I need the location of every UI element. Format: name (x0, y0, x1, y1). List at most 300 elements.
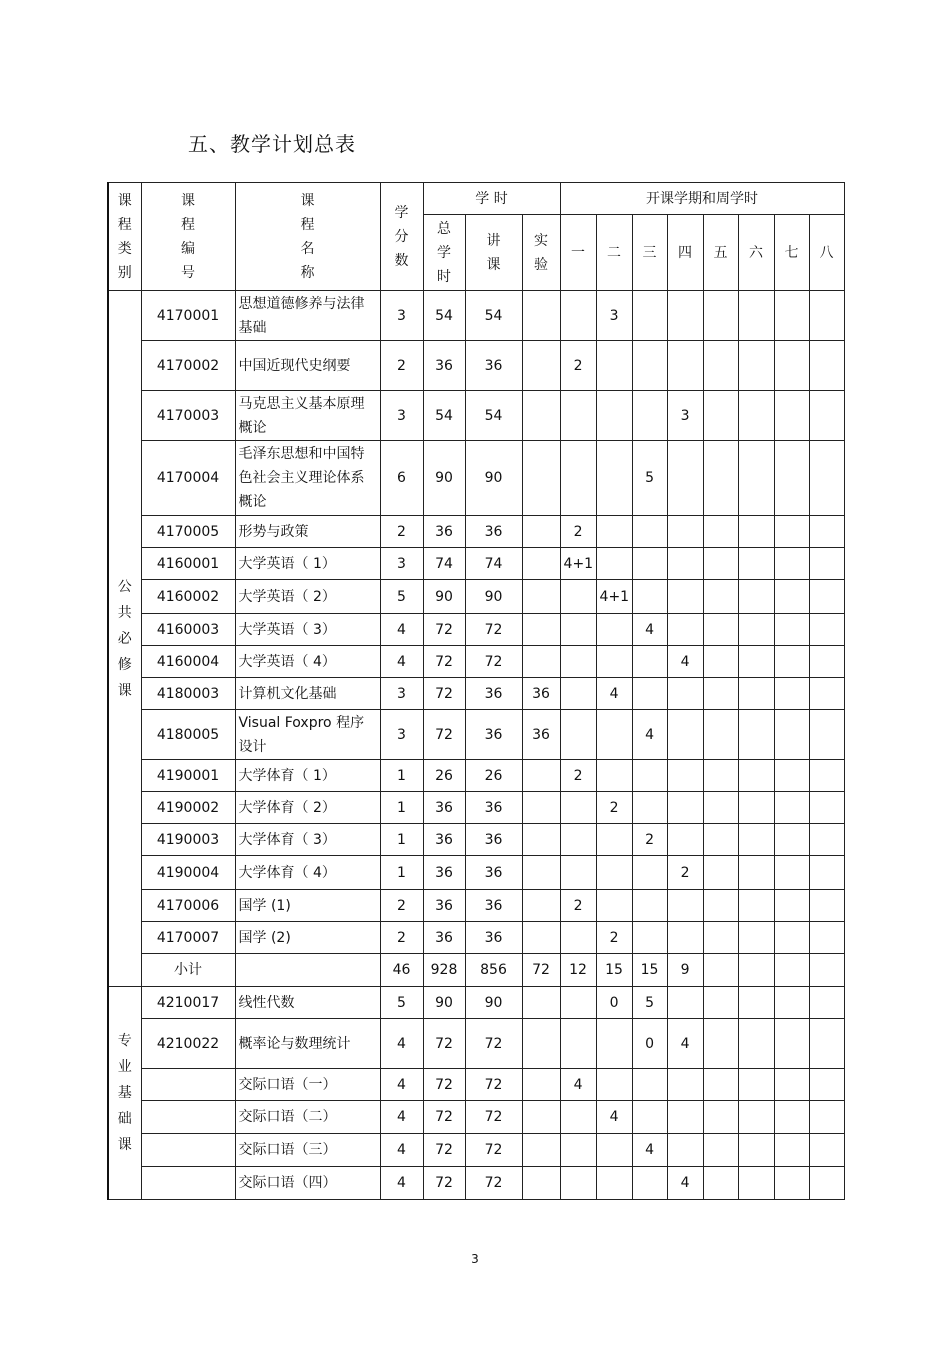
semester-7-hours (774, 1069, 809, 1101)
lab-hours (522, 987, 560, 1019)
lab-hours (522, 890, 560, 922)
semester-2-hours (596, 710, 632, 760)
course-code: 4190003 (141, 824, 235, 856)
semester-5-hours (703, 646, 738, 678)
credits: 6 (380, 441, 423, 516)
lecture-hours: 72 (465, 1019, 522, 1069)
credits: 4 (380, 614, 423, 646)
header-semester-5: 五 (703, 215, 738, 291)
table-row (108, 922, 844, 954)
header-hours: 学 时 (423, 183, 560, 215)
total-hours: 90 (423, 987, 465, 1019)
lecture-hours: 72 (465, 1134, 522, 1167)
course-code: 4180003 (141, 678, 235, 710)
course-code: 4170005 (141, 516, 235, 548)
semester-4-hours (667, 824, 703, 856)
lab-hours (522, 922, 560, 954)
semester-6-hours (738, 922, 774, 954)
table-row (108, 824, 844, 856)
semester-4-hours: 4 (667, 646, 703, 678)
course-name: 大学英语（ 2） (235, 580, 380, 614)
table-row (108, 614, 844, 646)
subtotal-semester-1: 12 (560, 954, 596, 987)
semester-1-hours (560, 391, 596, 441)
semester-6-hours (738, 824, 774, 856)
table-row (108, 391, 844, 441)
semester-3-hours (632, 792, 667, 824)
course-name: 中国近现代史纲要 (235, 341, 380, 391)
semester-3-hours (632, 1167, 667, 1200)
header-code-label: 课程编号 (181, 192, 195, 281)
semester-2-hours: 0 (596, 987, 632, 1019)
course-name: Visual Foxpro 程序设计 (235, 710, 380, 760)
semester-5-hours (703, 824, 738, 856)
lab-hours (522, 614, 560, 646)
semester-6-hours (738, 792, 774, 824)
semester-8-hours (809, 341, 844, 391)
lab-hours (522, 1134, 560, 1167)
header-lecture (465, 215, 522, 291)
lab-hours (522, 548, 560, 580)
teaching-plan-table (107, 182, 845, 1200)
lab-hours (522, 792, 560, 824)
semester-2-hours (596, 646, 632, 678)
semester-7-hours (774, 678, 809, 710)
semester-6-hours (738, 1069, 774, 1101)
semester-8-hours (809, 516, 844, 548)
total-hours: 36 (423, 516, 465, 548)
page-number: 3 (471, 1252, 479, 1266)
semester-8-hours (809, 1134, 844, 1167)
semester-6-hours (738, 1134, 774, 1167)
semester-7-hours (774, 824, 809, 856)
table-row (108, 291, 844, 341)
subtotal-semester-8 (809, 954, 844, 987)
semester-4-hours (667, 580, 703, 614)
semester-7-hours (774, 856, 809, 890)
credits: 1 (380, 824, 423, 856)
semester-4-hours (667, 678, 703, 710)
semester-8-hours (809, 548, 844, 580)
category-cell (108, 291, 141, 987)
semester-5-hours (703, 922, 738, 954)
header-semester-7: 七 (774, 215, 809, 291)
header-lab-label: 实验 (534, 232, 549, 273)
semester-2-hours: 3 (596, 291, 632, 341)
semester-1-hours (560, 824, 596, 856)
category-label: 公共必修课 (117, 578, 132, 699)
course-name: 大学英语（ 3） (235, 614, 380, 646)
credits: 2 (380, 516, 423, 548)
semester-4-hours: 2 (667, 856, 703, 890)
total-hours: 72 (423, 678, 465, 710)
semester-8-hours (809, 580, 844, 614)
credits: 4 (380, 646, 423, 678)
semester-1-hours (560, 646, 596, 678)
semester-2-hours (596, 890, 632, 922)
lecture-hours: 36 (465, 678, 522, 710)
semester-7-hours (774, 710, 809, 760)
total-hours: 72 (423, 614, 465, 646)
course-code (141, 1134, 235, 1167)
semester-5-hours (703, 614, 738, 646)
semester-2-hours (596, 1019, 632, 1069)
semester-4-hours (667, 987, 703, 1019)
semester-8-hours (809, 987, 844, 1019)
semester-3-hours (632, 291, 667, 341)
semester-1-hours: 2 (560, 890, 596, 922)
semester-4-hours (667, 441, 703, 516)
subtotal-semester-5 (703, 954, 738, 987)
table-row (108, 516, 844, 548)
course-name: 国学 (1) (235, 890, 380, 922)
header-semester-2: 二 (596, 215, 632, 291)
semester-2-hours: 2 (596, 792, 632, 824)
semester-7-hours (774, 987, 809, 1019)
semester-8-hours (809, 441, 844, 516)
semester-7-hours (774, 1101, 809, 1134)
semester-1-hours: 4 (560, 1069, 596, 1101)
lab-hours (522, 646, 560, 678)
semester-8-hours (809, 710, 844, 760)
semester-5-hours (703, 1069, 738, 1101)
header-total-hours-label: 总学时 (437, 220, 451, 285)
total-hours: 36 (423, 856, 465, 890)
total-hours: 72 (423, 1167, 465, 1200)
semester-1-hours (560, 710, 596, 760)
semester-5-hours (703, 291, 738, 341)
semester-5-hours (703, 1019, 738, 1069)
subtotal-semester-3: 15 (632, 954, 667, 987)
semester-4-hours (667, 516, 703, 548)
course-code: 4160004 (141, 646, 235, 678)
course-code: 4160003 (141, 614, 235, 646)
subtotal-semester-6 (738, 954, 774, 987)
lecture-hours: 90 (465, 580, 522, 614)
header-code (141, 183, 235, 291)
table-row (108, 1019, 844, 1069)
semester-6-hours (738, 580, 774, 614)
lab-hours (522, 1167, 560, 1200)
credits: 1 (380, 792, 423, 824)
subtotal-name-cell (235, 954, 380, 987)
table-row (108, 1101, 844, 1134)
credits: 5 (380, 580, 423, 614)
semester-4-hours (667, 341, 703, 391)
course-name: 马克思主义基本原理概论 (235, 391, 380, 441)
subtotal-credits: 46 (380, 954, 423, 987)
lab-hours (522, 291, 560, 341)
total-hours: 90 (423, 441, 465, 516)
credits: 4 (380, 1019, 423, 1069)
table-row (108, 341, 844, 391)
semester-1-hours (560, 614, 596, 646)
course-code: 4170007 (141, 922, 235, 954)
course-name: 计算机文化基础 (235, 678, 380, 710)
semester-7-hours (774, 646, 809, 678)
semester-2-hours: 4 (596, 678, 632, 710)
semester-1-hours: 2 (560, 760, 596, 792)
semester-6-hours (738, 760, 774, 792)
lecture-hours: 36 (465, 341, 522, 391)
total-hours: 90 (423, 580, 465, 614)
semester-6-hours (738, 646, 774, 678)
semester-5-hours (703, 710, 738, 760)
total-hours: 54 (423, 391, 465, 441)
subtotal-row (108, 954, 844, 987)
semester-8-hours (809, 1167, 844, 1200)
credits: 3 (380, 548, 423, 580)
course-name: 大学体育（ 2） (235, 792, 380, 824)
lecture-hours: 72 (465, 1069, 522, 1101)
semester-1-hours (560, 1134, 596, 1167)
semester-7-hours (774, 760, 809, 792)
header-category-label: 课程类别 (117, 192, 132, 281)
header-credits-label: 学分数 (394, 204, 409, 269)
semester-4-hours (667, 1134, 703, 1167)
course-code: 4180005 (141, 710, 235, 760)
semester-5-hours (703, 580, 738, 614)
semester-3-hours: 4 (632, 1134, 667, 1167)
semester-8-hours (809, 646, 844, 678)
semester-1-hours (560, 441, 596, 516)
semester-5-hours (703, 441, 738, 516)
table-row (108, 856, 844, 890)
semester-3-hours (632, 341, 667, 391)
semester-8-hours (809, 824, 844, 856)
semester-8-hours (809, 1101, 844, 1134)
header-category (108, 183, 141, 291)
semester-2-hours: 4 (596, 1101, 632, 1134)
credits: 2 (380, 890, 423, 922)
semester-4-hours (667, 614, 703, 646)
subtotal-semester-2: 15 (596, 954, 632, 987)
semester-7-hours (774, 341, 809, 391)
lecture-hours: 54 (465, 291, 522, 341)
semester-4-hours: 4 (667, 1167, 703, 1200)
subtotal-lecture-hours: 856 (465, 954, 522, 987)
credits: 4 (380, 1101, 423, 1134)
lecture-hours: 72 (465, 614, 522, 646)
course-name: 线性代数 (235, 987, 380, 1019)
semester-3-hours: 5 (632, 987, 667, 1019)
semester-7-hours (774, 441, 809, 516)
course-code (141, 1069, 235, 1101)
total-hours: 36 (423, 824, 465, 856)
lecture-hours: 36 (465, 890, 522, 922)
semester-1-hours (560, 1101, 596, 1134)
table-row (108, 987, 844, 1019)
table-row (108, 441, 844, 516)
header-name (235, 183, 380, 291)
table-row (108, 1134, 844, 1167)
semester-7-hours (774, 1134, 809, 1167)
category-label: 专业基础课 (117, 1033, 132, 1153)
semester-4-hours (667, 760, 703, 792)
semester-6-hours (738, 291, 774, 341)
course-code (141, 1167, 235, 1200)
semester-1-hours (560, 856, 596, 890)
course-name: 思想道德修养与法律基础 (235, 291, 380, 341)
lecture-hours: 36 (465, 516, 522, 548)
course-name: 大学体育（ 4） (235, 856, 380, 890)
table-row (108, 678, 844, 710)
semester-8-hours (809, 922, 844, 954)
semester-5-hours (703, 1167, 738, 1200)
semester-5-hours (703, 760, 738, 792)
table-row (108, 890, 844, 922)
semester-4-hours (667, 792, 703, 824)
category-cell (108, 987, 141, 1200)
semester-1-hours: 2 (560, 341, 596, 391)
semester-1-hours (560, 678, 596, 710)
table-row (108, 792, 844, 824)
semester-4-hours (667, 1069, 703, 1101)
total-hours: 72 (423, 1101, 465, 1134)
total-hours: 36 (423, 922, 465, 954)
lecture-hours: 72 (465, 1167, 522, 1200)
semester-4-hours (667, 922, 703, 954)
course-name: 交际口语（一） (235, 1069, 380, 1101)
subtotal-semester-4: 9 (667, 954, 703, 987)
lab-hours (522, 1101, 560, 1134)
semester-2-hours (596, 856, 632, 890)
semester-4-hours (667, 890, 703, 922)
semester-2-hours (596, 516, 632, 548)
table-row (108, 580, 844, 614)
semester-6-hours (738, 614, 774, 646)
semester-8-hours (809, 678, 844, 710)
semester-8-hours (809, 856, 844, 890)
lab-hours: 36 (522, 710, 560, 760)
semester-4-hours (667, 1101, 703, 1134)
semester-2-hours (596, 441, 632, 516)
semester-7-hours (774, 890, 809, 922)
course-code: 4160002 (141, 580, 235, 614)
semester-1-hours: 2 (560, 516, 596, 548)
course-code: 4210022 (141, 1019, 235, 1069)
semester-6-hours (738, 710, 774, 760)
total-hours: 72 (423, 646, 465, 678)
credits: 4 (380, 1167, 423, 1200)
course-code: 4190002 (141, 792, 235, 824)
semester-1-hours (560, 987, 596, 1019)
header-name-label: 课程名称 (300, 192, 315, 281)
semester-4-hours (667, 291, 703, 341)
semester-2-hours (596, 1167, 632, 1200)
lecture-hours: 36 (465, 922, 522, 954)
course-code: 4210017 (141, 987, 235, 1019)
semester-7-hours (774, 1019, 809, 1069)
header-semester-4: 四 (667, 215, 703, 291)
semester-2-hours (596, 1069, 632, 1101)
semester-3-hours (632, 1069, 667, 1101)
lab-hours (522, 824, 560, 856)
semester-1-hours: 4+1 (560, 548, 596, 580)
semester-2-hours: 4+1 (596, 580, 632, 614)
course-name: 概率论与数理统计 (235, 1019, 380, 1069)
course-name: 交际口语（三） (235, 1134, 380, 1167)
semester-3-hours: 0 (632, 1019, 667, 1069)
semester-4-hours: 3 (667, 391, 703, 441)
semester-8-hours (809, 614, 844, 646)
semester-4-hours (667, 710, 703, 760)
table-row (108, 760, 844, 792)
lecture-hours: 26 (465, 760, 522, 792)
lab-hours (522, 341, 560, 391)
total-hours: 72 (423, 710, 465, 760)
lab-hours (522, 760, 560, 792)
semester-3-hours (632, 922, 667, 954)
lab-hours (522, 1069, 560, 1101)
course-name: 大学英语（ 1） (235, 548, 380, 580)
lab-hours (522, 391, 560, 441)
semester-1-hours (560, 792, 596, 824)
header-credits (380, 183, 423, 291)
lecture-hours: 72 (465, 1101, 522, 1134)
lecture-hours: 36 (465, 856, 522, 890)
lecture-hours: 74 (465, 548, 522, 580)
course-name: 国学 (2) (235, 922, 380, 954)
credits: 1 (380, 760, 423, 792)
credits: 3 (380, 391, 423, 441)
semester-7-hours (774, 291, 809, 341)
semester-3-hours: 2 (632, 824, 667, 856)
table-row (108, 710, 844, 760)
semester-6-hours (738, 548, 774, 580)
table-row (108, 548, 844, 580)
total-hours: 72 (423, 1019, 465, 1069)
semester-5-hours (703, 678, 738, 710)
semester-3-hours (632, 1101, 667, 1134)
total-hours: 72 (423, 1134, 465, 1167)
total-hours: 74 (423, 548, 465, 580)
credits: 3 (380, 710, 423, 760)
page-title: 五、教学计划总表 (188, 132, 356, 156)
semester-2-hours (596, 1134, 632, 1167)
semester-2-hours (596, 614, 632, 646)
semester-7-hours (774, 516, 809, 548)
lecture-hours: 36 (465, 792, 522, 824)
semester-5-hours (703, 516, 738, 548)
header-lab (522, 215, 560, 291)
semester-2-hours (596, 548, 632, 580)
course-name: 形势与政策 (235, 516, 380, 548)
semester-8-hours (809, 792, 844, 824)
semester-3-hours (632, 516, 667, 548)
lab-hours (522, 516, 560, 548)
header-total-hours (423, 215, 465, 291)
credits: 4 (380, 1134, 423, 1167)
semester-2-hours (596, 391, 632, 441)
semester-6-hours (738, 856, 774, 890)
semester-1-hours (560, 580, 596, 614)
credits: 3 (380, 291, 423, 341)
table-row (108, 646, 844, 678)
semester-3-hours (632, 760, 667, 792)
semester-6-hours (738, 1167, 774, 1200)
semester-6-hours (738, 1101, 774, 1134)
total-hours: 54 (423, 291, 465, 341)
credits: 4 (380, 1069, 423, 1101)
total-hours: 36 (423, 792, 465, 824)
semester-7-hours (774, 614, 809, 646)
semester-8-hours (809, 391, 844, 441)
course-code: 4170006 (141, 890, 235, 922)
semester-5-hours (703, 391, 738, 441)
total-hours: 36 (423, 890, 465, 922)
lab-hours (522, 441, 560, 516)
